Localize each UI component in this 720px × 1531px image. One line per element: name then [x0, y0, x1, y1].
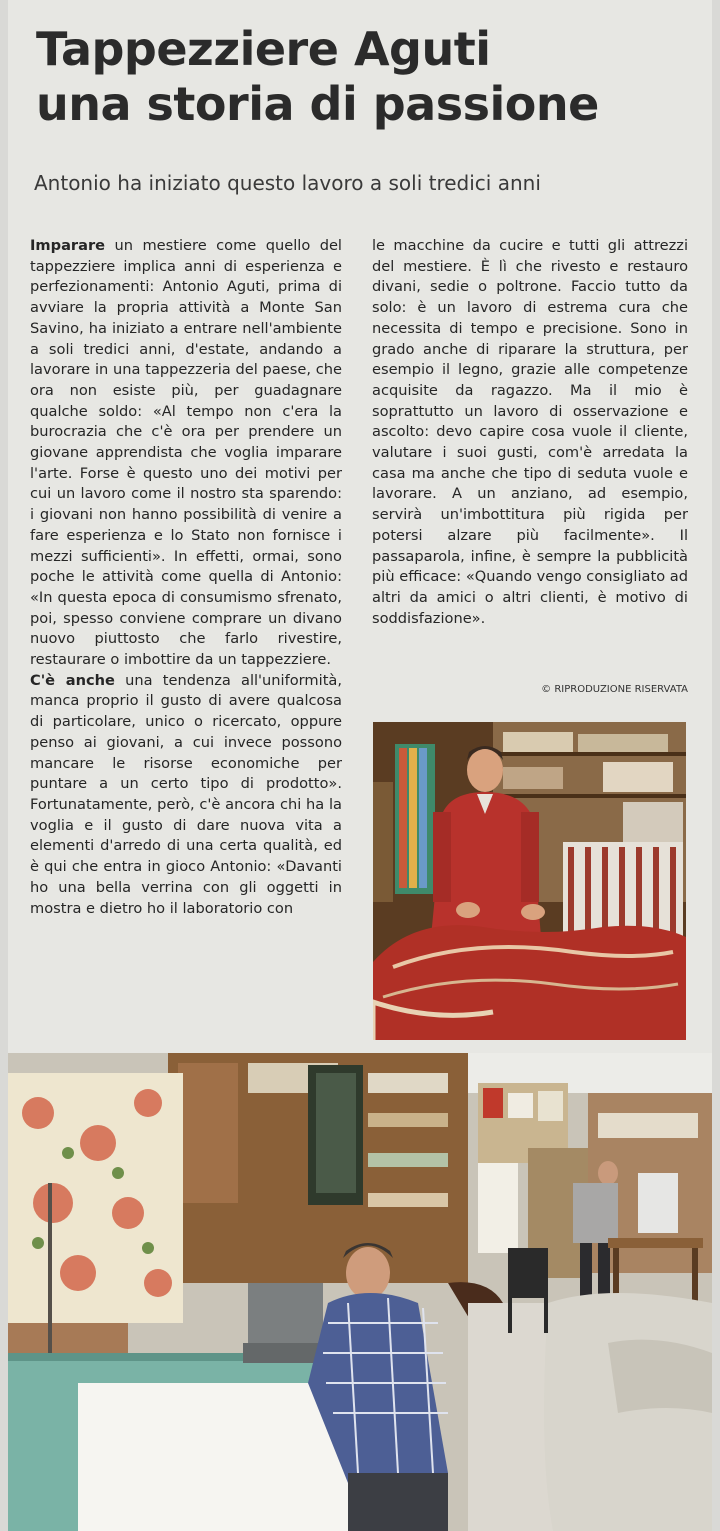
text-column-right: [372, 236, 688, 629]
text-column-left: [30, 236, 342, 1046]
newspaper-page: [8, 0, 712, 1531]
workshop-illustration: [8, 1053, 712, 1531]
paragraph-2-text: una tendenza all'uniformità, manca proprio il gusto di avere qualcosa di particolare, unico o ricercato, oppure penso ai giovani, a cui invece possono mancare le risorse economiche per puntare a un certo tipo di prodotto». Fortunatamente, però, c'è ancora chi ha la voglia e il gusto di dare nuova vita a elementi d'arredo di una certa qualità, ed è qui che entra in gioco Antonio: «Davanti ho una bella verrina con gli oggetti in mostra e dietro ho il laboratorio con: [30, 671, 342, 917]
copyright-note: © RIPRODUZIONE RISERVATA: [541, 684, 688, 695]
portrait-illustration: [373, 722, 686, 1040]
paragraph-2-lead: C'è anche: [30, 671, 115, 689]
paragraph-1: [30, 236, 342, 671]
portrait-photo: [373, 722, 686, 1040]
paragraph-1-lead: Imparare: [30, 237, 106, 254]
article-title: [36, 22, 696, 132]
title-line-2: una storia di passione: [36, 77, 599, 131]
paragraph-2: [30, 671, 342, 919]
workshop-photo: [8, 1053, 712, 1531]
paragraph-1-text: un mestiere come quello del tappezziere implica anni di esperienza e perfezionamenti: Antonio Aguti, prima di avviare la propria attività a Monte San Savino, ha iniziato a entrare nell'ambiente a soli tredici anni, d'estate, andando a lavorare in una tappezzeria del paese, che ora non esiste più, per guadagnare qualche soldo: «Al tempo non c'era la burocrazia che c'è ora per prendere un giovane apprendista che voglia imparare l'arte. Forse è questo uno dei motivi per cui un lavoro come il nostro sta sparendo: i giovani non hanno possibilità di venire a fare esperienza e lo Stato non fornisce i mezzi sufficienti». In effetti, ormai, sono poche le attività come quella di Antonio: «In questa epoca di consumismo sfrenato, poi, spesso conviene comprare un divano nuovo piuttosto che farlo rivestire, restaurare o imbottire da un tappezziere.: [30, 237, 342, 669]
title-line-1: Tappezziere Aguti: [36, 22, 491, 76]
paragraph-3: le macchine da cucire e tutti gli attrezzi del mestiere. È lì che rivesto e restauro divani, sedie o poltrone. Faccio tutto da solo: è un lavoro di estrema cura che necessita di tempo e precisione. Sono in grado anche di riparare la struttura, per esempio il legno, grazie alle competenze acquisite da ragazzo. Ma il mio è soprattutto un lavoro di osservazione e ascolto: devo capire cosa vuole il cliente, valutare i suoi gusti, com'è arredata la casa ma anche che tipo di seduta vuole e lavorare. A un anziano, ad esempio, servirà un'imbottitura più rigida per potersi alzare più facilmente». Il passaparola, infine, è sempre la pubblicità più efficace: «Quando vengo consigliato ad altri da amici o altri clienti, è motivo di soddisfazione».: [372, 237, 688, 627]
article-subtitle: Antonio ha iniziato questo lavoro a soli tredici anni: [34, 171, 541, 195]
